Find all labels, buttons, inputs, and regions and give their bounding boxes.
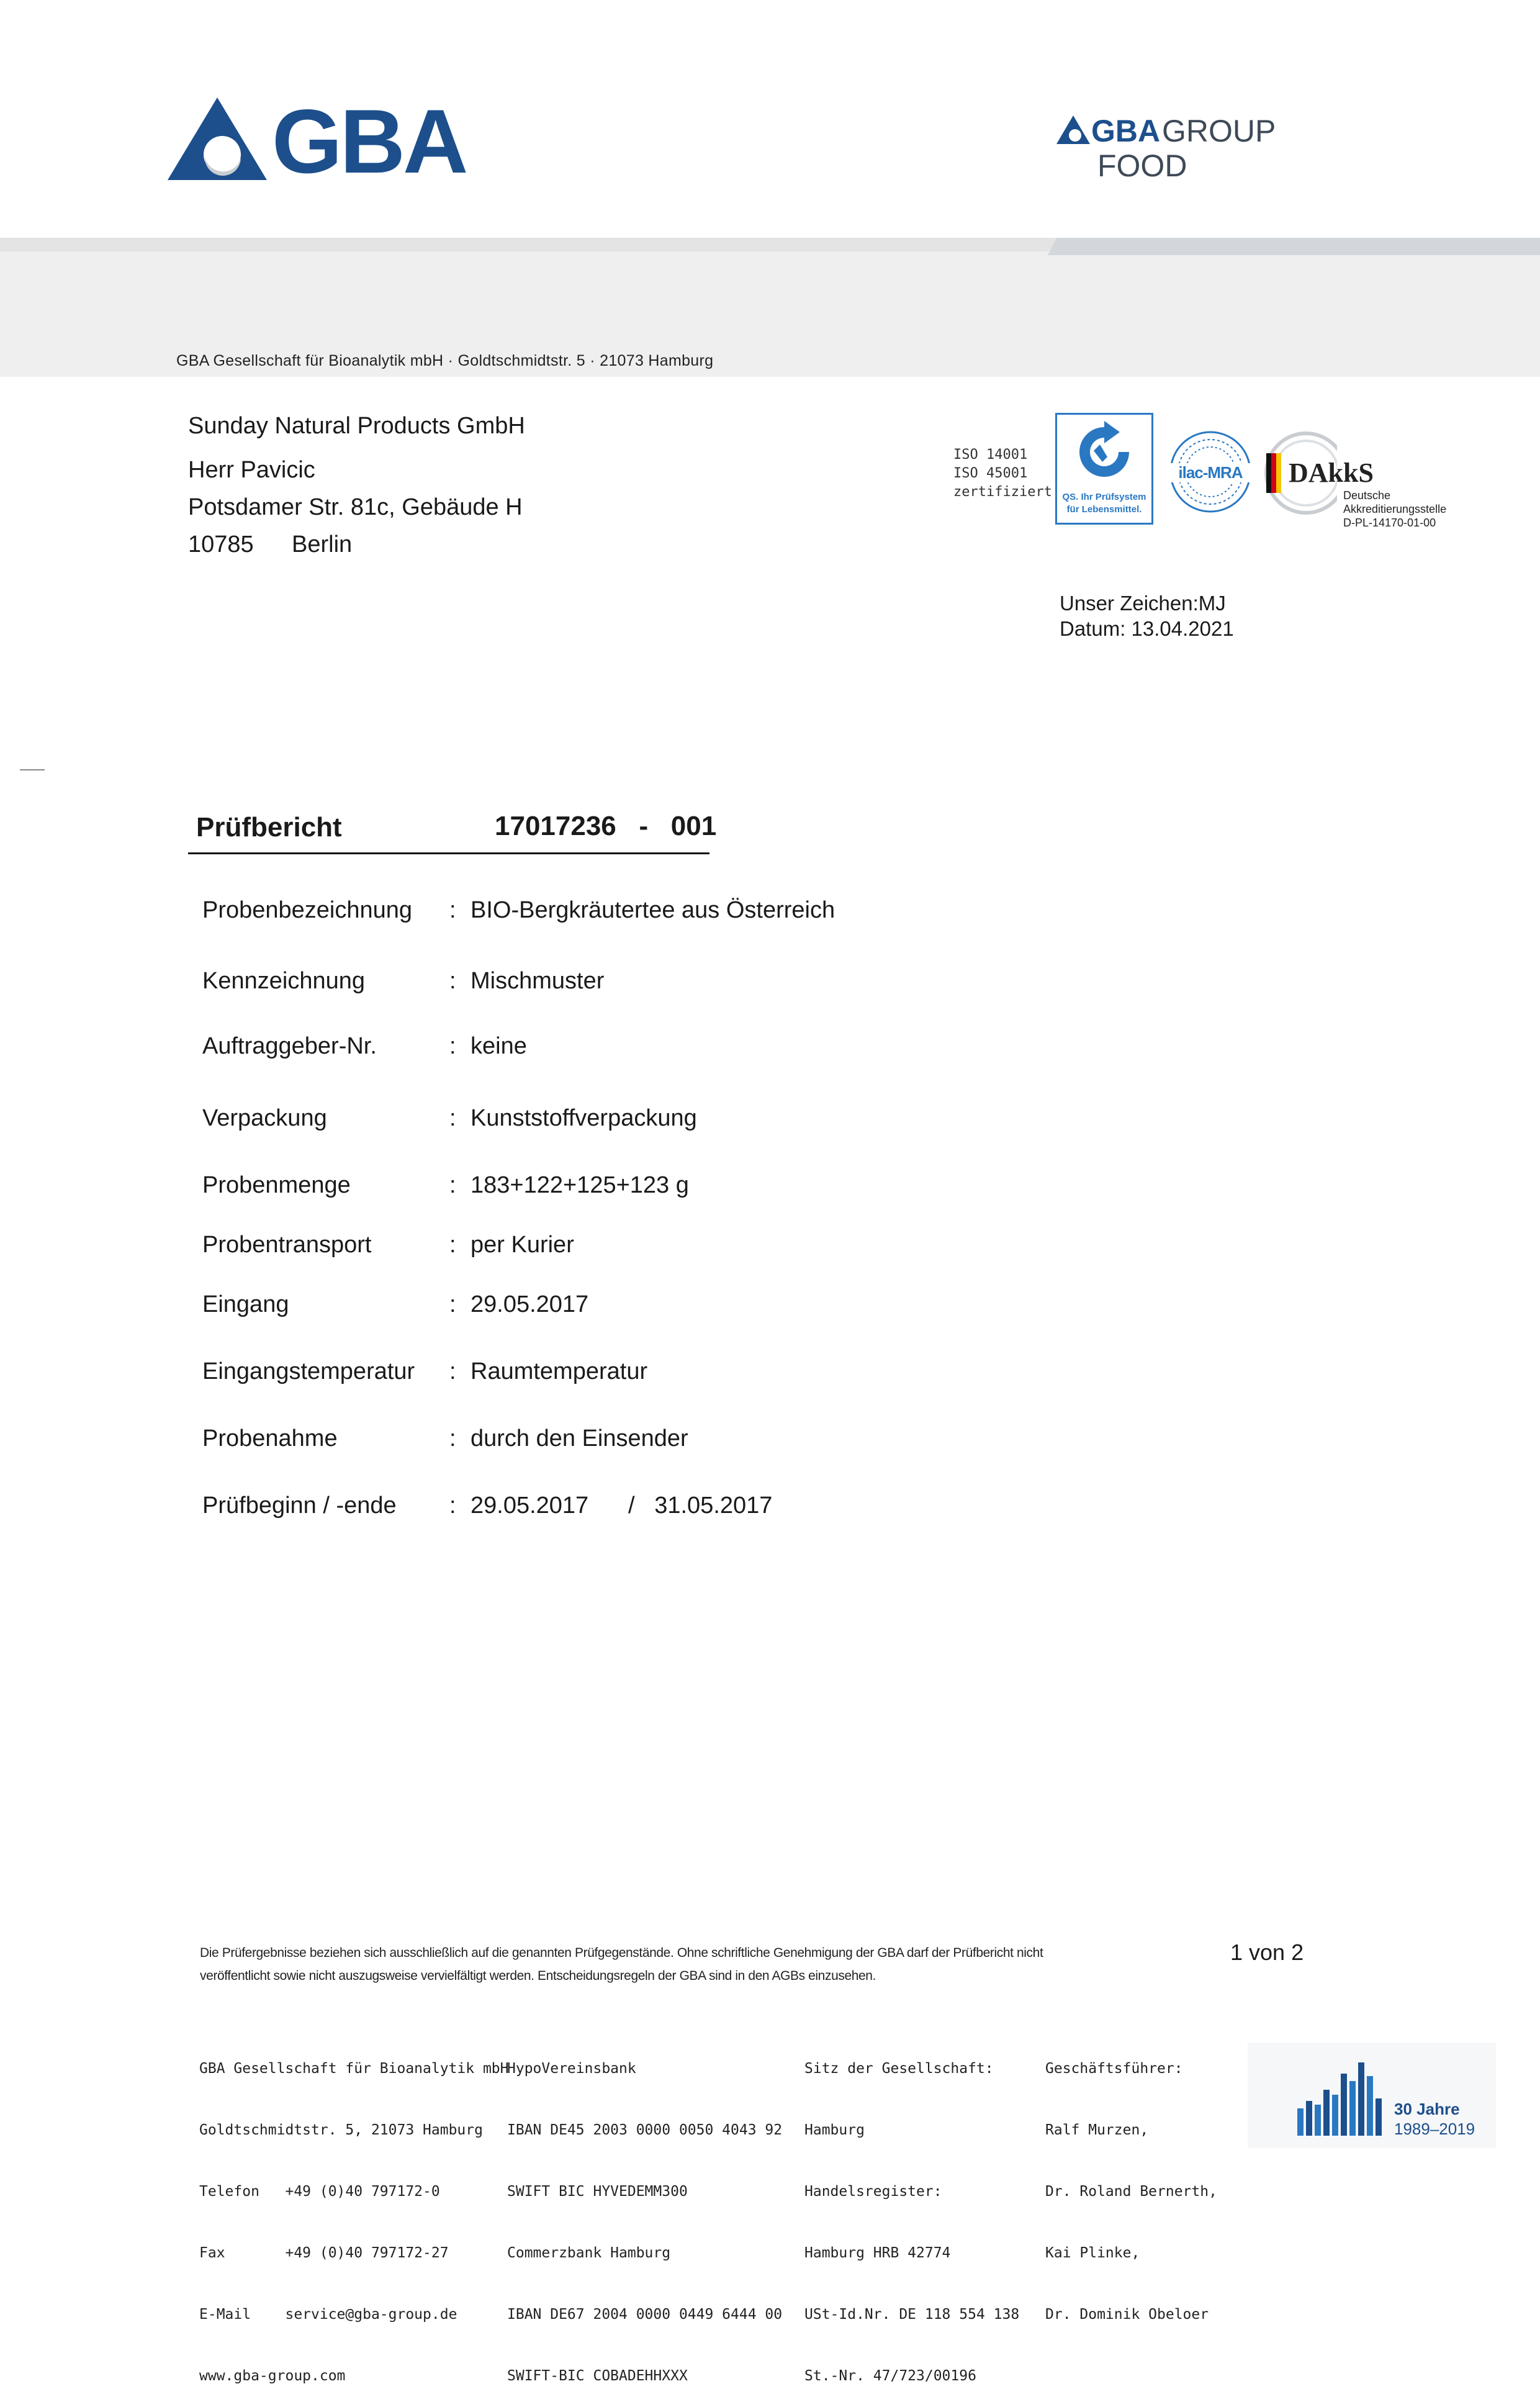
qs-text-line: für Lebensmittel. [1066, 504, 1142, 515]
qs-text-line: QS. Ihr Prüfsystem [1062, 492, 1146, 502]
field-label: Eingang [202, 1291, 289, 1317]
iso-certifications [953, 446, 1052, 502]
anniversary-years: 1989–2019 [1394, 2120, 1475, 2138]
field-value: 29.05.2017 [471, 1493, 589, 1519]
reference-datum: Datum: 13.04.2021 [1060, 617, 1234, 640]
field-label: Eingangstemperatur [202, 1358, 415, 1384]
recipient-street: Potsdamer Str. 81c, Gebäude H [188, 494, 523, 520]
footer-line: Hamburg [804, 2122, 865, 2138]
group-logo-group: GROUP [1162, 114, 1276, 148]
iso-line: zertifiziert [953, 484, 1052, 500]
field-value: Mischmuster [471, 968, 605, 994]
anniversary-title: 30 Jahre [1394, 2100, 1460, 2118]
footer-line: SWIFT-BIC COBADEHHXXX [507, 2368, 688, 2384]
iso-line: ISO 45001 [953, 466, 1028, 481]
field-value: 29.05.2017 [471, 1291, 589, 1317]
field-value: BIO-Bergkräutertee aus Österreich [471, 897, 835, 923]
ilac-logo [1168, 430, 1253, 514]
gba-logo-text: GBA [272, 91, 466, 192]
footer-line: GBA Gesellschaft für Bioanalytik mbH [199, 2061, 509, 2077]
field-value: per Kurier [471, 1232, 574, 1258]
building-bars-icon [1297, 2049, 1390, 2142]
field-value: keine [471, 1033, 527, 1059]
footer-line: IBAN DE67 2004 0000 0449 6444 00 [507, 2306, 783, 2323]
field-colon: : [449, 1105, 456, 1131]
field-value: 183+122+125+123 g [471, 1172, 689, 1198]
group-logo-food: FOOD [1097, 148, 1187, 183]
page-number: 1 von 2 [1230, 1940, 1304, 1965]
recipient-company: Sunday Natural Products GmbH [188, 413, 525, 439]
field-colon: : [449, 1232, 456, 1258]
disclaimer-line: veröffentlicht sowie nicht auszugsweise vervielfältigt werden. Entscheidungsregeln der GBA sind in den AGBs einzusehen. [200, 1969, 876, 1983]
recipient-person: Herr Pavicic [188, 457, 315, 483]
footer-line: Geschäftsführer: [1045, 2061, 1183, 2077]
field-colon: : [449, 1493, 456, 1519]
qs-logo [1055, 413, 1153, 525]
footer-line: Dr. Roland Bernerth, [1045, 2183, 1217, 2200]
field-label: Probenmenge [202, 1172, 351, 1198]
dakks-title: DAkkS [1289, 458, 1374, 488]
recipient-city: Berlin [292, 531, 353, 558]
footer-line: Ralf Murzen, [1045, 2122, 1149, 2138]
field-colon: : [449, 1033, 456, 1059]
field-label: Auftraggeber-Nr. [202, 1033, 377, 1059]
qs-refresh-icon [1070, 421, 1138, 483]
field-label: Prüfbeginn / -ende [202, 1493, 397, 1519]
dakks-line: Akkreditierungsstelle [1343, 503, 1447, 515]
header-band-top [0, 238, 1055, 251]
footer-line: Fax +49 (0)40 797172-27 [199, 2245, 449, 2261]
gba-logo [168, 91, 490, 192]
footer-line: Kai Plinke, [1045, 2245, 1140, 2261]
field-value: Kunststoffverpackung [471, 1105, 697, 1131]
footer-line: St.-Nr. 47/723/00196 [804, 2368, 976, 2384]
gba-triangle-icon [168, 97, 267, 181]
footer-line: SWIFT BIC HYVEDEMM300 [507, 2183, 688, 2200]
disclaimer [200, 1941, 1205, 1987]
footer-line: Commerzbank Hamburg [507, 2245, 671, 2261]
report-label: Prüfbericht [196, 812, 342, 842]
field-colon: : [449, 1291, 456, 1317]
reference-zeichen: Unser Zeichen:MJ [1060, 592, 1226, 615]
footer-line: Hamburg HRB 42774 [804, 2245, 951, 2261]
report-number: 17017236 - 001 [495, 811, 717, 841]
footer-line: IBAN DE45 2003 0000 0050 4043 92 [507, 2122, 783, 2138]
field-colon: : [449, 1172, 456, 1198]
sender-line: GBA Gesellschaft für Bioanalytik mbH · Goldtschmidtstr. 5 · 21073 Hamburg [176, 352, 714, 369]
field-value-end: / 31.05.2017 [628, 1493, 773, 1519]
gba-group-triangle-icon [1056, 115, 1090, 144]
field-value: Raumtemperatur [471, 1358, 648, 1384]
dakks-logo [1263, 430, 1474, 529]
footer-line: Handelsregister: [804, 2183, 942, 2200]
field-label: Verpackung [202, 1105, 327, 1131]
footer-line: USt-Id.Nr. DE 118 554 138 [804, 2306, 1020, 2323]
footer-bank-column [507, 2018, 782, 2407]
footer-line: Goldtschmidtstr. 5, 21073 Hamburg [199, 2122, 483, 2138]
gba-group-logo [1056, 115, 1280, 184]
field-colon: : [449, 1425, 456, 1452]
footer-line: Sitz der Gesellschaft: [804, 2061, 994, 2077]
anniversary-badge [1248, 2043, 1496, 2148]
report-underline [188, 852, 709, 854]
field-label: Probentransport [202, 1232, 372, 1258]
dakks-line: Deutsche [1343, 489, 1391, 502]
field-colon: : [449, 897, 456, 923]
field-colon: : [449, 1358, 456, 1384]
field-label: Probenahme [202, 1425, 338, 1452]
field-label: Kennzeichnung [202, 968, 365, 994]
ilac-text: ilac-MRA [1168, 463, 1253, 482]
disclaimer-line: Die Prüfergebnisse beziehen sich ausschließlich auf die genannten Prüfgegenstände. Ohne schriftliche Genehmigung der GBA darf der Prüfbericht nicht [200, 1946, 1043, 1960]
footer-line: HypoVereinsbank [507, 2061, 636, 2077]
dakks-line: D-PL-14170-01-00 [1343, 517, 1436, 529]
footer-management-column [1045, 2018, 1217, 2346]
field-colon: : [449, 968, 456, 994]
footer-register-column [804, 2018, 1019, 2407]
footer-company-column [199, 2018, 509, 2407]
footer-line: Telefon +49 (0)40 797172-0 [199, 2183, 440, 2200]
iso-line: ISO 14001 [953, 447, 1028, 463]
field-label: Probenbezeichnung [202, 897, 413, 923]
group-logo-gba: GBA [1091, 114, 1161, 148]
footer-line: E-Mail service@gba-group.de [199, 2306, 457, 2323]
footer-line: www.gba-group.com [199, 2368, 346, 2384]
header-band-accent [1048, 238, 1540, 255]
fold-mark [20, 769, 45, 770]
footer-line: Dr. Dominik Obeloer [1045, 2306, 1209, 2323]
field-value: durch den Einsender [471, 1425, 688, 1452]
recipient-zip: 10785 [188, 531, 254, 558]
